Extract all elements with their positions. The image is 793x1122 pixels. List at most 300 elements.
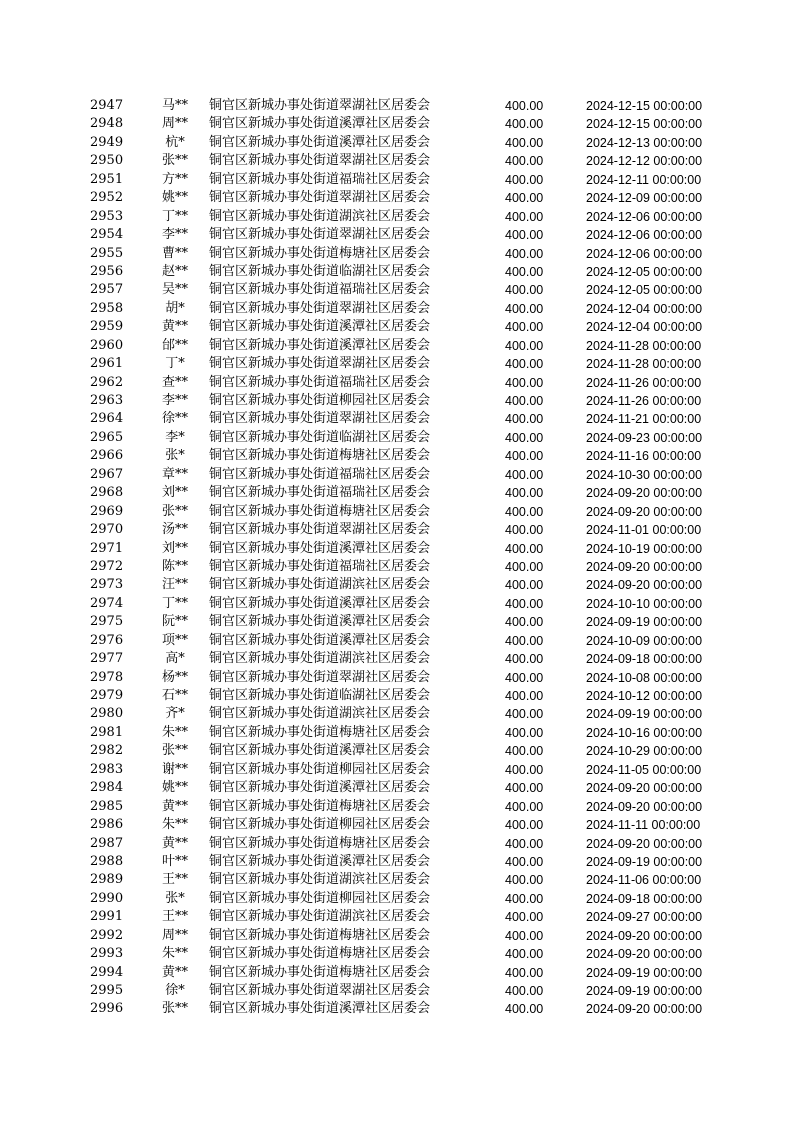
row-number: 2988: [90, 853, 124, 869]
amount-value: 400.00: [505, 670, 544, 685]
table-row: [0, 300, 793, 318]
amount-value: 400.00: [505, 781, 544, 796]
person-name: 叶**: [161, 853, 188, 869]
table-row: [0, 927, 793, 945]
organization-name: 铜官区新城办事处街道溪潭社区居委会: [209, 780, 431, 796]
table-row: [0, 374, 793, 392]
table-row: [0, 964, 793, 982]
amount-value: 400.00: [505, 725, 544, 740]
amount-value: 400.00: [505, 873, 544, 888]
table-row: [0, 410, 793, 428]
person-name: 张**: [161, 743, 188, 759]
row-number: 2954: [90, 227, 124, 243]
row-number: 2973: [90, 577, 124, 593]
date-value: 2024-09-19 00:00:00: [586, 984, 703, 998]
table-row: [0, 115, 793, 133]
organization-name: 铜官区新城办事处街道梅塘社区居委会: [209, 835, 431, 851]
date-value: 2024-12-11 00:00:00: [586, 172, 702, 187]
table-row: [0, 134, 793, 152]
person-name: 黄**: [161, 319, 188, 335]
amount-value: 400.00: [505, 412, 544, 427]
row-number: 2953: [90, 208, 124, 224]
date-value: 2024-12-04 00:00:00: [586, 301, 703, 316]
table-row: [0, 189, 793, 207]
row-number: 2996: [90, 1001, 124, 1017]
table-row: [0, 798, 793, 816]
amount-value: 400.00: [505, 818, 544, 833]
table-row: [0, 245, 793, 263]
date-value: 2024-11-21 00:00:00: [586, 412, 702, 427]
date-value: 2024-10-19 00:00:00: [586, 541, 703, 556]
date-value: 2024-09-20 00:00:00: [586, 928, 703, 943]
person-name: 姚**: [161, 190, 188, 206]
date-value: 2024-11-26 00:00:00: [586, 375, 702, 390]
date-value: 2024-09-20 00:00:00: [586, 578, 703, 593]
date-value: 2024-09-20 00:00:00: [586, 781, 703, 796]
person-name: 吴**: [161, 282, 188, 298]
date-value: 2024-09-18 00:00:00: [586, 891, 703, 906]
records-table: [0, 97, 793, 1019]
amount-value: 400.00: [505, 246, 544, 261]
table-row: [0, 392, 793, 410]
person-name: 刘**: [161, 540, 188, 556]
amount-value: 400.00: [505, 689, 544, 703]
date-value: 2024-10-08 00:00:00: [586, 670, 703, 685]
organization-name: 铜官区新城办事处街道福瑞社区居委会: [209, 558, 431, 574]
organization-name: 铜官区新城办事处街道溪潭社区居委会: [209, 614, 431, 630]
amount-value: 400.00: [505, 854, 544, 869]
amount-value: 400.00: [505, 117, 544, 132]
table-row: [0, 97, 793, 115]
table-row: [0, 558, 793, 576]
row-number: 2964: [90, 411, 124, 427]
date-value: 2024-09-20 00:00:00: [586, 836, 703, 851]
person-name: 张**: [161, 153, 188, 169]
date-value: 2024-09-19 00:00:00: [586, 854, 703, 869]
row-number: 2949: [90, 134, 124, 150]
row-number: 2987: [90, 835, 124, 851]
row-number: 2986: [90, 817, 124, 833]
person-name: 周**: [161, 927, 188, 943]
amount-value: 400.00: [505, 504, 544, 519]
table-row: [0, 908, 793, 926]
table-row: [0, 632, 793, 650]
row-number: 2961: [90, 356, 124, 372]
date-value: 2024-12-06 00:00:00: [586, 246, 703, 261]
amount-value: 400.00: [505, 320, 544, 335]
person-name: 方**: [161, 171, 188, 187]
amount-value: 400.00: [505, 965, 544, 980]
date-value: 2024-09-23 00:00:00: [586, 430, 703, 445]
amount-value: 400.00: [505, 154, 544, 169]
organization-name: 铜官区新城办事处街道溪潭社区居委会: [209, 319, 431, 335]
table-row: [0, 761, 793, 779]
row-number: 2958: [90, 300, 124, 316]
amount-value: 400.00: [505, 467, 544, 482]
row-number: 2975: [90, 614, 124, 630]
person-name: 胡*: [165, 300, 185, 316]
amount-value: 400.00: [505, 947, 544, 962]
table-row: [0, 835, 793, 853]
row-number: 2992: [90, 927, 124, 943]
table-row: [0, 816, 793, 834]
person-name: 朱**: [161, 946, 188, 962]
person-name: 刘**: [161, 485, 188, 501]
table-row: [0, 226, 793, 244]
table-row: [0, 447, 793, 465]
table-row: [0, 742, 793, 760]
date-value: 2024-10-10 00:00:00: [586, 596, 703, 611]
table-row: [0, 521, 793, 539]
person-name: 王**: [161, 872, 188, 888]
table-row: [0, 890, 793, 908]
row-number: 2959: [90, 319, 124, 335]
table-row: [0, 484, 793, 502]
date-value: 2024-09-19 00:00:00: [586, 965, 703, 980]
person-name: 查**: [161, 374, 188, 390]
row-number: 2951: [90, 171, 124, 187]
amount-value: 400.00: [505, 394, 544, 408]
row-number: 2948: [90, 116, 124, 132]
table-row: [0, 208, 793, 226]
organization-name: 铜官区新城办事处街道翠湖社区居委会: [209, 98, 431, 113]
date-value: 2024-09-20 00:00:00: [586, 947, 703, 962]
date-value: 2024-12-05 00:00:00: [586, 264, 703, 279]
row-number: 2968: [90, 485, 124, 501]
table-row: [0, 355, 793, 373]
table-row: [0, 263, 793, 281]
amount-value: 400.00: [505, 928, 544, 943]
organization-name: 铜官区新城办事处街道翠湖社区居委会: [209, 983, 431, 998]
organization-name: 铜官区新城办事处街道柳园社区居委会: [209, 817, 431, 833]
organization-name: 铜官区新城办事处街道翠湖社区居委会: [209, 356, 431, 372]
date-value: 2024-10-16 00:00:00: [586, 725, 703, 740]
person-name: 丁**: [161, 595, 188, 611]
organization-name: 铜官区新城办事处街道翠湖社区居委会: [209, 227, 431, 243]
organization-name: 铜官区新城办事处街道临湖社区居委会: [209, 429, 431, 445]
person-name: 陈**: [161, 558, 188, 574]
organization-name: 铜官区新城办事处街道湖滨社区居委会: [209, 577, 431, 593]
organization-name: 铜官区新城办事处街道翠湖社区居委会: [209, 669, 431, 685]
person-name: 李**: [161, 227, 188, 243]
row-number: 2995: [90, 983, 124, 998]
organization-name: 铜官区新城办事处街道柳园社区居委会: [209, 890, 431, 906]
organization-name: 铜官区新城办事处街道溪潭社区居委会: [209, 337, 431, 353]
date-value: 2024-09-20 00:00:00: [586, 1002, 703, 1017]
organization-name: 铜官区新城办事处街道翠湖社区居委会: [209, 300, 431, 316]
amount-value: 400.00: [505, 228, 544, 243]
amount-value: 400.00: [505, 338, 544, 353]
amount-value: 400.00: [505, 357, 544, 372]
amount-value: 400.00: [505, 375, 544, 390]
row-number: 2985: [90, 798, 124, 814]
amount-value: 400.00: [505, 615, 544, 630]
person-name: 谢**: [161, 761, 188, 777]
person-name: 阮**: [161, 614, 188, 630]
person-name: 章**: [161, 466, 188, 482]
table-row: [0, 871, 793, 889]
date-value: 2024-12-12 00:00:00: [586, 154, 703, 169]
person-name: 黄**: [161, 964, 188, 980]
amount-value: 400.00: [505, 541, 544, 556]
amount-value: 400.00: [505, 264, 544, 279]
date-value: 2024-09-20 00:00:00: [586, 504, 703, 519]
table-row: [0, 613, 793, 631]
row-number: 2969: [90, 503, 124, 519]
amount-value: 400.00: [505, 799, 544, 814]
amount-value: 400.00: [505, 135, 544, 150]
table-row: [0, 982, 793, 1000]
amount-value: 400.00: [505, 707, 544, 722]
table-row: [0, 281, 793, 299]
table-row: [0, 595, 793, 613]
row-number: 2981: [90, 724, 124, 740]
organization-name: 铜官区新城办事处街道梅塘社区居委会: [209, 964, 431, 980]
date-value: 2024-12-06 00:00:00: [586, 209, 703, 224]
amount-value: 400.00: [505, 209, 544, 224]
table-row: [0, 687, 793, 705]
row-number: 2977: [90, 651, 124, 667]
person-name: 周**: [161, 116, 188, 132]
amount-value: 400.00: [505, 99, 544, 113]
organization-name: 铜官区新城办事处街道梅塘社区居委会: [209, 946, 431, 962]
organization-name: 铜官区新城办事处街道临湖社区居委会: [209, 688, 431, 703]
person-name: 张*: [165, 890, 185, 906]
row-number: 2967: [90, 466, 124, 482]
person-name: 项**: [161, 632, 188, 648]
date-value: 2024-11-28 00:00:00: [586, 338, 702, 353]
organization-name: 铜官区新城办事处街道湖滨社区居委会: [209, 706, 431, 722]
amount-value: 400.00: [505, 430, 544, 445]
amount-value: 400.00: [505, 191, 544, 206]
row-number: 2950: [90, 153, 124, 169]
date-value: 2024-12-15 00:00:00: [586, 99, 703, 113]
date-value: 2024-09-20 00:00:00: [586, 486, 703, 501]
person-name: 张**: [161, 1001, 188, 1017]
date-value: 2024-11-28 00:00:00: [586, 357, 702, 372]
person-name: 齐*: [165, 706, 185, 722]
row-number: 2974: [90, 595, 124, 611]
amount-value: 400.00: [505, 984, 544, 998]
organization-name: 铜官区新城办事处街道梅塘社区居委会: [209, 448, 431, 464]
date-value: 2024-12-05 00:00:00: [586, 283, 703, 298]
table-row: [0, 576, 793, 594]
organization-name: 铜官区新城办事处街道柳园社区居委会: [209, 761, 431, 777]
amount-value: 400.00: [505, 891, 544, 906]
person-name: 赵**: [161, 263, 188, 279]
date-value: 2024-11-16 00:00:00: [586, 449, 702, 464]
date-value: 2024-11-06 00:00:00: [586, 873, 702, 888]
organization-name: 铜官区新城办事处街道翠湖社区居委会: [209, 522, 431, 538]
organization-name: 铜官区新城办事处街道湖滨社区居委会: [209, 208, 431, 224]
organization-name: 铜官区新城办事处街道柳园社区居委会: [209, 393, 431, 408]
date-value: 2024-12-04 00:00:00: [586, 320, 703, 335]
table-row: [0, 337, 793, 355]
row-number: 2962: [90, 374, 124, 390]
person-name: 王**: [161, 909, 188, 925]
person-name: 姚**: [161, 780, 188, 796]
person-name: 朱**: [161, 817, 188, 833]
organization-name: 铜官区新城办事处街道福瑞社区居委会: [209, 466, 431, 482]
person-name: 石**: [161, 688, 188, 703]
table-row: [0, 945, 793, 963]
person-name: 李*: [165, 429, 185, 445]
date-value: 2024-10-29 00:00:00: [586, 744, 703, 759]
person-name: 李**: [161, 393, 188, 408]
organization-name: 铜官区新城办事处街道临湖社区居委会: [209, 263, 431, 279]
row-number: 2947: [90, 98, 124, 113]
row-number: 2955: [90, 245, 124, 261]
table-row: [0, 853, 793, 871]
organization-name: 铜官区新城办事处街道梅塘社区居委会: [209, 798, 431, 814]
organization-name: 铜官区新城办事处街道福瑞社区居委会: [209, 171, 431, 187]
table-row: [0, 669, 793, 687]
row-number: 2965: [90, 429, 124, 445]
organization-name: 铜官区新城办事处街道溪潭社区居委会: [209, 116, 431, 132]
organization-name: 铜官区新城办事处街道梅塘社区居委会: [209, 245, 431, 261]
person-name: 黄**: [161, 835, 188, 851]
amount-value: 400.00: [505, 172, 544, 187]
row-number: 2980: [90, 706, 124, 722]
table-row: [0, 705, 793, 723]
amount-value: 400.00: [505, 633, 544, 648]
date-value: 2024-09-20 00:00:00: [586, 799, 703, 814]
person-name: 汤**: [161, 522, 188, 538]
date-value: 2024-09-27 00:00:00: [586, 910, 703, 925]
organization-name: 铜官区新城办事处街道溪潭社区居委会: [209, 595, 431, 611]
organization-name: 铜官区新城办事处街道湖滨社区居委会: [209, 651, 431, 667]
table-row: [0, 540, 793, 558]
person-name: 曹**: [161, 245, 188, 261]
row-number: 2952: [90, 190, 124, 206]
row-number: 2971: [90, 540, 124, 556]
organization-name: 铜官区新城办事处街道溪潭社区居委会: [209, 1001, 431, 1017]
table-row: [0, 429, 793, 447]
row-number: 2978: [90, 669, 124, 685]
organization-name: 铜官区新城办事处街道湖滨社区居委会: [209, 909, 431, 925]
date-value: 2024-09-19 00:00:00: [586, 615, 703, 630]
row-number: 2994: [90, 964, 124, 980]
person-name: 杨**: [161, 669, 188, 685]
amount-value: 400.00: [505, 836, 544, 851]
date-value: 2024-12-13 00:00:00: [586, 135, 703, 150]
row-number: 2990: [90, 890, 124, 906]
organization-name: 铜官区新城办事处街道梅塘社区居委会: [209, 503, 431, 519]
table-row: [0, 1000, 793, 1018]
person-name: 汪**: [161, 577, 188, 593]
person-name: 马**: [161, 98, 188, 113]
organization-name: 铜官区新城办事处街道溪潭社区居委会: [209, 134, 431, 150]
organization-name: 铜官区新城办事处街道翠湖社区居委会: [209, 190, 431, 206]
date-value: 2024-11-26 00:00:00: [586, 394, 702, 408]
organization-name: 铜官区新城办事处街道溪潭社区居委会: [209, 540, 431, 556]
person-name: 丁**: [161, 208, 188, 224]
amount-value: 400.00: [505, 762, 544, 777]
table-row: [0, 503, 793, 521]
row-number: 2976: [90, 632, 124, 648]
row-number: 2972: [90, 558, 124, 574]
organization-name: 铜官区新城办事处街道梅塘社区居委会: [209, 724, 431, 740]
table-row: [0, 724, 793, 742]
person-name: 张**: [161, 503, 188, 519]
table-row: [0, 318, 793, 336]
date-value: 2024-12-15 00:00:00: [586, 117, 703, 132]
date-value: 2024-11-11 00:00:00: [586, 818, 701, 833]
date-value: 2024-11-01 00:00:00: [586, 523, 702, 538]
row-number: 2982: [90, 743, 124, 759]
organization-name: 铜官区新城办事处街道溪潭社区居委会: [209, 853, 431, 869]
row-number: 2979: [90, 688, 124, 703]
person-name: 朱**: [161, 724, 188, 740]
amount-value: 400.00: [505, 559, 544, 574]
date-value: 2024-12-06 00:00:00: [586, 228, 703, 243]
row-number: 2989: [90, 872, 124, 888]
person-name: 高*: [165, 651, 185, 667]
row-number: 2957: [90, 282, 124, 298]
amount-value: 400.00: [505, 910, 544, 925]
person-name: 徐*: [165, 983, 185, 998]
table-row: [0, 152, 793, 170]
organization-name: 铜官区新城办事处街道溪潭社区居委会: [209, 632, 431, 648]
date-value: 2024-09-18 00:00:00: [586, 652, 703, 667]
amount-value: 400.00: [505, 301, 544, 316]
organization-name: 铜官区新城办事处街道溪潭社区居委会: [209, 743, 431, 759]
row-number: 2991: [90, 909, 124, 925]
table-row: [0, 466, 793, 484]
date-value: 2024-09-19 00:00:00: [586, 707, 703, 722]
amount-value: 400.00: [505, 1002, 544, 1017]
table-row: [0, 779, 793, 797]
organization-name: 铜官区新城办事处街道梅塘社区居委会: [209, 927, 431, 943]
amount-value: 400.00: [505, 449, 544, 464]
organization-name: 铜官区新城办事处街道福瑞社区居委会: [209, 485, 431, 501]
row-number: 2960: [90, 337, 124, 353]
person-name: 黄**: [161, 798, 188, 814]
row-number: 2966: [90, 448, 124, 464]
person-name: 张*: [165, 448, 185, 464]
organization-name: 铜官区新城办事处街道福瑞社区居委会: [209, 282, 431, 298]
organization-name: 铜官区新城办事处街道湖滨社区居委会: [209, 872, 431, 888]
row-number: 2984: [90, 780, 124, 796]
date-value: 2024-09-20 00:00:00: [586, 559, 703, 574]
row-number: 2993: [90, 946, 124, 962]
row-number: 2970: [90, 522, 124, 538]
amount-value: 400.00: [505, 652, 544, 667]
person-name: 丁*: [165, 356, 185, 372]
row-number: 2963: [90, 393, 124, 408]
amount-value: 400.00: [505, 283, 544, 298]
table-row: [0, 171, 793, 189]
amount-value: 400.00: [505, 744, 544, 759]
organization-name: 铜官区新城办事处街道福瑞社区居委会: [209, 374, 431, 390]
date-value: 2024-11-05 00:00:00: [586, 762, 702, 777]
date-value: 2024-12-09 00:00:00: [586, 191, 703, 206]
date-value: 2024-10-12 00:00:00: [586, 689, 703, 703]
row-number: 2983: [90, 761, 124, 777]
amount-value: 400.00: [505, 486, 544, 501]
organization-name: 铜官区新城办事处街道翠湖社区居委会: [209, 411, 431, 427]
person-name: 徐**: [161, 411, 188, 427]
amount-value: 400.00: [505, 578, 544, 593]
organization-name: 铜官区新城办事处街道翠湖社区居委会: [209, 153, 431, 169]
person-name: 邰**: [161, 337, 188, 353]
table-row: [0, 650, 793, 668]
date-value: 2024-10-30 00:00:00: [586, 467, 703, 482]
amount-value: 400.00: [505, 523, 544, 538]
date-value: 2024-10-09 00:00:00: [586, 633, 703, 648]
row-number: 2956: [90, 263, 124, 279]
amount-value: 400.00: [505, 596, 544, 611]
